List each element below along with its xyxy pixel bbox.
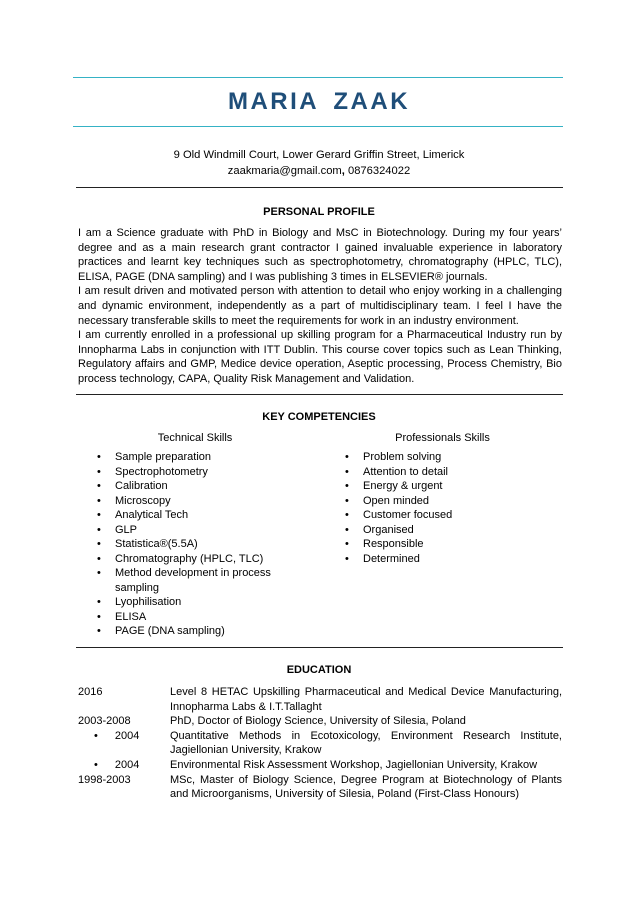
education-year: 1998-2003 bbox=[78, 773, 131, 786]
education-entry bbox=[78, 758, 562, 773]
list-item: • Determined bbox=[345, 552, 525, 567]
professional-skills-list bbox=[345, 450, 525, 566]
list-item: • Sample preparation bbox=[97, 450, 282, 465]
education-description: PhD, Doctor of Biology Science, University of Silesia, Poland bbox=[170, 715, 466, 728]
profile-paragraph: I am result driven and motivated person with attention to detail who enjoy working in a challenging and dynamic environment, independently as a part of multidisciplinary team. I feel I have the necessary transferable skills to meet the requirements for work in an industry environment. bbox=[78, 285, 562, 327]
phone-number: 0876324022 bbox=[347, 165, 411, 177]
education-entry bbox=[78, 685, 562, 714]
section-divider bbox=[76, 394, 563, 395]
section-divider bbox=[76, 187, 563, 188]
address: 9 Old Windmill Court, Lower Gerard Griffin Street, Limerick bbox=[173, 149, 465, 161]
list-item: • ELISA bbox=[97, 610, 282, 625]
education-title: EDUCATION bbox=[286, 664, 352, 676]
list-item: • Responsible bbox=[345, 537, 525, 552]
list-item: • Customer focused bbox=[345, 508, 525, 523]
list-item: • Lyophilisation bbox=[97, 595, 282, 610]
list-item: • PAGE (DNA sampling) bbox=[97, 624, 282, 639]
education-entry bbox=[78, 714, 562, 729]
education-entry bbox=[78, 773, 562, 802]
contact-line bbox=[0, 165, 638, 177]
education-description: Environmental Risk Assessment Workshop, Jagiellonian University, Krakow bbox=[170, 758, 538, 771]
contact-separator: , bbox=[341, 165, 345, 177]
list-item: • Microscopy bbox=[97, 494, 282, 509]
list-item: • Attention to detail bbox=[345, 465, 525, 480]
technical-skills-list bbox=[97, 450, 282, 639]
list-item: • Problem solving bbox=[345, 450, 525, 465]
education-year: 2003-2008 bbox=[78, 715, 131, 728]
education-year: 2016 bbox=[78, 686, 103, 698]
header-top-rule bbox=[73, 77, 563, 78]
profile-text bbox=[78, 226, 562, 387]
list-item: • Analytical Tech bbox=[97, 508, 282, 523]
education-description: Quantitative Methods in Ecotoxicology, Environment Research Institute, Jagiellonian University, Krakow bbox=[170, 729, 562, 757]
list-item: • Open minded bbox=[345, 494, 525, 509]
header-bottom-rule bbox=[73, 126, 563, 127]
list-item: • Organised bbox=[345, 523, 525, 538]
education-year: • 2004 bbox=[94, 758, 139, 773]
technical-skills-heading: Technical Skills bbox=[157, 432, 233, 444]
list-item: • Spectrophotometry bbox=[97, 465, 282, 480]
education-year: • 2004 bbox=[94, 729, 139, 744]
section-divider bbox=[76, 647, 563, 648]
list-item: • GLP bbox=[97, 523, 282, 538]
list-item: • Chromatography (HPLC, TLC) bbox=[97, 552, 282, 567]
list-item: • Method development in process sampling bbox=[97, 566, 282, 595]
email-link[interactable]: zaakmaria@gmail.com bbox=[227, 165, 342, 177]
education-list bbox=[78, 685, 562, 802]
profile-paragraph: I am a Science graduate with PhD in Biology and MsC in Biotechnology. During my four years’ degree and as a main research grant contractor I gained invaluable experience in laboratory practices and learnt key techniques such as spectrophotometry, chromatography (HPLC, TLC), ELISA, PAGE (DNA sampling) and I was publishing 3 times in ELSEVIER® journals. bbox=[78, 227, 562, 283]
education-entry bbox=[78, 729, 562, 758]
education-description: Level 8 HETAC Upskilling Pharmaceutical and Medical Device Manufacturing, Innopharma Labs & I.T.Tallaght bbox=[170, 686, 562, 713]
education-description: MSc, Master of Biology Science, Degree Program at Biotechnology of Plants and Microorganisms, University of Silesia, Poland (First-Class Honours) bbox=[170, 773, 562, 801]
profile-paragraph: I am currently enrolled in a professional up skilling program for a Pharmaceutical Industry run by Innopharma Labs in conjunction with ITT Dublin. This course cover topics such as Lean Thinking, Regulatory affairs and GMP, Medice device operation, Aseptic processing, Process Chemistry, Bio process technology, CAPA, Quality Risk Management and Validation. bbox=[78, 329, 562, 385]
list-item: • Energy & urgent bbox=[345, 479, 525, 494]
list-item: • Calibration bbox=[97, 479, 282, 494]
professional-skills-heading: Professionals Skills bbox=[395, 432, 490, 444]
profile-title: PERSONAL PROFILE bbox=[263, 206, 375, 218]
list-item: • Statistica®(5.5A) bbox=[97, 537, 282, 552]
candidate-name: MARIA ZAAK bbox=[227, 88, 411, 115]
competencies-title: KEY COMPETENCIES bbox=[262, 411, 376, 423]
